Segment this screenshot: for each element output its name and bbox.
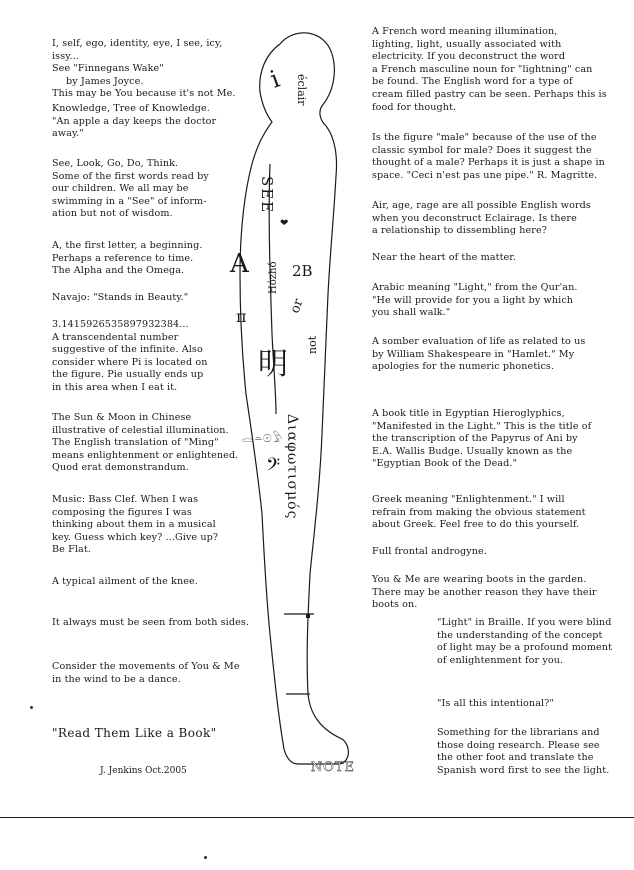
note-line: Full frontal androgyne.: [372, 546, 487, 557]
note-line: A French word meaning illumination,: [372, 26, 558, 37]
alpha-letter: A: [230, 249, 249, 279]
note-rage: [372, 200, 622, 238]
or-word: or: [287, 297, 307, 316]
note-line: Near the heart of the matter.: [372, 252, 517, 263]
bass-clef-symbol: 𝄢: [266, 455, 281, 480]
note-line: cream filled pastry can be seen. Perhaps this is: [372, 88, 607, 100]
note-line: by William Shakespeare in "Hamlet." My: [372, 348, 575, 360]
note-male: [372, 132, 622, 182]
note-line: key. Guess which key? ...Give up?: [52, 531, 219, 543]
note-line: refrain from making the obvious statement: [372, 506, 586, 518]
note-line: those doing research. Please see: [437, 739, 600, 751]
note-line: of light may be a profound moment: [437, 642, 613, 654]
note-heart: [372, 252, 622, 265]
note-line: You & Me are wearing boots in the garden.: [372, 574, 587, 585]
note-greek: [372, 494, 622, 532]
note-line: illustrative of celestial illumination.: [52, 424, 229, 436]
note-line: A typical ailment of the knee.: [52, 576, 198, 587]
note-line: space. "Ceci n'est pas une pipe." R. Magritte.: [372, 169, 598, 181]
note-line: Something for the librarians and: [437, 727, 600, 738]
note-line: of enlightenment for you.: [437, 654, 564, 666]
note-line: 3.1415926535897932384...: [52, 319, 189, 330]
note-line: A, the first letter, a beginning.: [52, 240, 203, 251]
note-line: a French masculine noun for "lightning" can: [372, 63, 593, 75]
artwork-title: "Read Them Like a Book": [52, 726, 217, 740]
hozho-word: Hózhó: [268, 261, 279, 294]
note-line: The English translation of "Ming": [52, 437, 219, 449]
hieroglyph-row: 𓂋𓏏𓇳𓅱: [241, 432, 284, 445]
note-intentional: [437, 698, 627, 711]
note-boots: [372, 574, 622, 612]
note-line: the figure. Pie usually ends up: [52, 369, 204, 381]
note-eclair: [372, 26, 622, 114]
note-line: Perhaps a reference to time.: [52, 252, 194, 264]
eclair-word: éclair: [295, 74, 308, 106]
note-line: Air, age, rage are all possible English words: [372, 200, 591, 211]
note-line: thinking about them in a musical: [52, 519, 216, 531]
note-line: boots on.: [372, 599, 418, 611]
note-line: the transcription of the Papyrus of Ani by: [372, 433, 578, 445]
note-line: electricity. If you deconstruct the word: [372, 51, 566, 63]
note-line: you shall walk.": [372, 307, 451, 319]
note-line: when you deconstruct Eclairage. Is there: [372, 212, 577, 224]
note-line: "Light" in Braille. If you were blind: [437, 617, 612, 628]
pi-symbol: π: [236, 307, 247, 326]
note-line: Consider the movements of You & Me: [52, 661, 240, 672]
note-line: Spanish word first to see the light.: [437, 764, 610, 776]
eye-glyph: i: [266, 64, 284, 94]
note-line: A book title in Egyptian Hieroglyphics,: [372, 408, 565, 419]
note-librarians: [437, 727, 627, 777]
artist-signature: J. Jenkins Oct.2005: [100, 766, 187, 776]
note-line: a relationship to dissembling here?: [372, 225, 547, 237]
note-braille: [437, 617, 627, 667]
note-line: A somber evaluation of life as related to us: [372, 336, 586, 347]
note-line: Knowledge, Tree of Knowledge.: [52, 103, 210, 114]
note-line: A transcendental number: [52, 331, 179, 343]
foot-word: NOTE: [310, 760, 355, 775]
braille-dot: [306, 614, 310, 618]
note-line: Music: Bass Clef. When I was: [52, 494, 199, 505]
note-line: apologies for the numeric phonetics.: [372, 361, 555, 373]
note-egypt: [372, 408, 622, 471]
note-line: lighting, light, usually associated with: [372, 38, 562, 50]
note-line: about Greek. Feel free to do this yourself.: [372, 519, 580, 531]
note-line: Some of the first words read by: [52, 170, 209, 182]
note-line: "An apple a day keeps the doctor: [52, 115, 217, 127]
figure-illustration: [210, 14, 360, 784]
note-line: means enlightenment or enlightened.: [52, 449, 239, 461]
note-line: The Sun & Moon in Chinese: [52, 412, 192, 423]
note-line: Navajo: "Stands in Beauty.": [52, 292, 189, 303]
note-line: Arabic meaning "Light," from the Qur'an.: [372, 282, 578, 293]
note-line: the understanding of the concept: [437, 629, 603, 641]
note-line: Be Flat.: [52, 544, 91, 556]
note-line: It always must be seen from both sides.: [52, 617, 250, 628]
note-line: ation but not of wisdom.: [52, 208, 173, 220]
note-line: See, Look, Go, Do, Think.: [52, 158, 179, 169]
note-line: in the wind to be a dance.: [52, 673, 181, 685]
note-line: suggestive of the infinite. Also: [52, 344, 203, 356]
note-line: be found. The English word for a type of: [372, 76, 573, 88]
note-hamlet: [372, 336, 622, 374]
note-line: consider where Pi is located on: [52, 356, 208, 368]
note-line: Greek meaning "Enlightenment." I will: [372, 494, 565, 505]
note-line: Is the figure "male" because of the use of the: [372, 132, 597, 143]
ink-speck: [30, 706, 33, 709]
note-line: food for thought.: [372, 101, 457, 113]
note-line: away.": [52, 128, 84, 140]
ming-character: 明: [258, 347, 288, 382]
note-androgyne: [372, 546, 622, 559]
greek-vertical-word: Διαφωτισμός: [284, 414, 300, 520]
note-line: "Is all this intentional?": [437, 698, 554, 709]
scan-edge-line: [0, 817, 634, 818]
heart-icon: ❤: [280, 218, 289, 229]
note-line: Quod erat demonstrandum.: [52, 462, 189, 474]
twob-word: 2B: [292, 262, 313, 280]
ink-speck: [204, 856, 207, 859]
note-line: The Alpha and the Omega.: [52, 265, 185, 277]
note-line: our children. We all may be: [52, 183, 189, 195]
note-line: the other foot and translate the: [437, 752, 594, 764]
note-arabic: [372, 282, 622, 320]
note-line: E.A. Wallis Budge. Usually known as the: [372, 445, 573, 457]
note-line: See "Finnegans Wake": [52, 63, 164, 75]
note-line: This may be You because it's not Me.: [52, 88, 236, 100]
note-line: composing the figures I was: [52, 506, 192, 518]
note-line: in this area when I eat it.: [52, 381, 178, 393]
not-word: not: [306, 335, 319, 354]
note-line: classic symbol for male? Does it suggest the: [372, 144, 592, 156]
note-line: thought of a male? Perhaps it is just a shape in: [372, 157, 605, 169]
note-line: There may be another reason they have their: [372, 586, 597, 598]
note-line: I, self, ego, identity, eye, I see, icy, issy...: [52, 38, 223, 62]
note-line: "Egyptian Book of the Dead.": [372, 458, 518, 470]
note-line: "Manifested in the Light." This is the title of: [372, 420, 592, 432]
note-line: swimming in a "See" of inform-: [52, 195, 207, 207]
see-word: SEE: [258, 176, 276, 215]
note-line: "He will provide for you a light by which: [372, 294, 574, 306]
note-line: by James Joyce.: [66, 75, 144, 87]
